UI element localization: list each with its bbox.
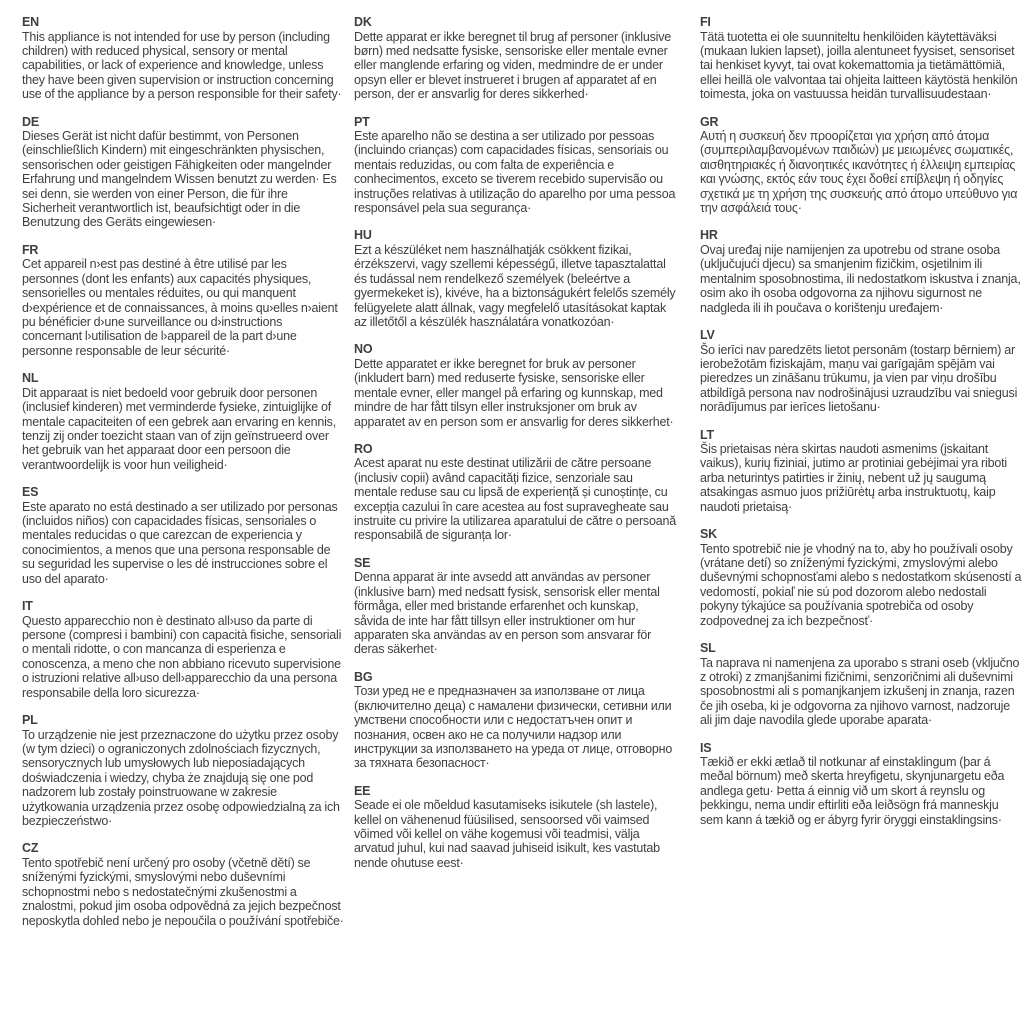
lang-code-heading: IS (700, 740, 712, 755)
lang-section-gr (700, 115, 1022, 216)
lang-code-heading: PL (22, 713, 38, 728)
lang-text-paragraph: Šis prietaisas nėra skirtas naudoti asmenims (įskaitant vaikus), kurių fiziniai, jutimo ar protiniai gebėjimai yra riboti arba neturintys patirties ir žinių, nebent už jų saugumą atsakingas asmuo juos prižiūrėtų arba instruktuotų, kaip naudoti prietaisą· (700, 442, 1007, 514)
lang-section-cz (22, 841, 344, 928)
lang-section-sk (700, 527, 1022, 628)
lang-section-lt (700, 428, 1022, 515)
lang-code-heading: NL (22, 371, 39, 386)
column-3 (700, 15, 1022, 941)
lang-text-paragraph: This appliance is not intended for use by person (including children) with reduced physical, sensory or mental capabilities, or lack of experience and knowledge, unless they have been given supervision or instruction concerning use of the appliance by a person responsible for their safety· (22, 29, 342, 102)
lang-section-ee (354, 784, 676, 871)
lang-text-paragraph: Dieses Gerät ist nicht dafür bestimmt, von Personen (einschließlich Kindern) mit eingeschränkten physischen, sensorischen oder geistigen Fähigkeiten oder mangelnder Erfahrung und mangelndem Wissen benutzt zu werden· Es sei denn, sie werden von einer Person, die für ihre Sicherheit verantwortlich ist, beaufsichtigt oder in die Benutzung des Geräts eingewiesen· (22, 129, 337, 230)
lang-text-paragraph: Šo ierīci nav paredzēts lietot personām (tostarp bērniem) ar ierobežotām fiziskajām, maņu vai garīgajām spējām vai pieredzes un zināšanu trūkumu, ja vien par viņu drošību atbildīgā persona nav nodrošinājusi uzraudzību vai sniegusi norādījumus par ierīces lietošanu· (700, 342, 1018, 415)
lang-code-heading: SE (354, 555, 371, 570)
lang-section-bg (354, 670, 676, 771)
lang-code-heading: SK (700, 527, 717, 542)
lang-code-heading: FR (22, 242, 39, 257)
lang-text-paragraph: Ovaj uređaj nije namijenjen za upotrebu od strane osoba (uključujući djecu) sa smanjenim fizičkim, osjetilnim ili mentalnim sposobnostima, ili nedostatkom iskustva i znanja, osim ako ih osoba odgovorna za njihovu sigurnost ne nadgleda ili ih poučava o korištenju uređajem· (700, 242, 1021, 315)
lang-section-fr (22, 243, 344, 358)
lang-section-hr (700, 228, 1022, 315)
lang-section-se (354, 556, 676, 657)
lang-text-paragraph: Dette apparatet er ikke beregnet for bruk av personer (inkludert barn) med reduserte fysiske, sensoriske eller mentale evner, eller mangel på erfaring og kunnskap, med mindre de har fått tilsyn eller instruksjoner om bruk av apparatet av en person som er ansvarlig for deres sikkerhet· (354, 356, 674, 429)
lang-section-ro (354, 442, 676, 543)
lang-text-paragraph: Este aparelho não se destina a ser utilizado por pessoas (incluindo crianças) com capacidades físicas, sensoriais ou mentais reduzidas, ou com falta de experiência e conhecimentos, exceto se tiverem recebido supervisão ou instruções relativas à utilização do aparelho por uma pessoa responsável pela sua segurança· (354, 129, 676, 216)
lang-section-sl (700, 641, 1022, 728)
lang-code-heading: RO (354, 441, 373, 456)
lang-text-paragraph: Seade ei ole mõeldud kasutamiseks isikutele (sh lastele), kellel on vähenenud füüsilised, sensoorsed või vaimsed võimed või kellel on vähe kogemusi või teadmisi, välja arvatud juhul, kui nad saavad juhiseid isikult, kes vastutab nende ohutuse eest· (354, 798, 660, 870)
lang-text-paragraph: Ezt a készüléket nem használhatják csökkent fizikai, érzékszervi, vagy szellemi képességű, illetve tapasztalattal és tudással nem rendelkező személyek (beleértve a gyermekeket is), kivéve, ha a biztonságukért felelős személy felügyelete alatt állnak, vagy megfelelő utasításokat kaptak az illetőtől a készülék használatára vonatkozóan· (354, 242, 676, 329)
lang-code-heading: BG (354, 669, 373, 684)
lang-code-heading: FI (700, 15, 711, 29)
lang-text-paragraph: Ta naprava ni namenjena za uporabo s strani oseb (vključno z otroki) z zmanjšanimi fizičnimi, senzoričnimi ali duševnimi sposobnostmi ali s pomanjkanjem izkušenj in znanja, razen če jih oseba, ki je odgovorna za njihovo varnost, nadzoruje ali jim daje navodila glede uporabe aparata· (700, 655, 1020, 728)
lang-section-fi (700, 15, 1022, 102)
lang-section-nl (22, 371, 344, 472)
lang-text-paragraph: Denna apparat är inte avsedd att användas av personer (inklusive barn) med nedsatt fysisk, sensorisk eller mental förmåga, eller med bristande erfarenhet och kunskap, såvida de inte har fått tillsyn eller instruktioner om hur apparaten ska användas av en person som ansvarar för deras säkerhet· (354, 570, 660, 657)
column-1 (22, 15, 344, 941)
lang-section-hu (354, 228, 676, 329)
lang-text-paragraph: To urządzenie nie jest przeznaczone do użytku przez osoby (w tym dzieci) o ograniczonych zdolnościach fizycznych, sensorycznych lub umysłowych lub nieposiadających doświadczenia i wiedzy, chyba że znajdują się one pod nadzorem lub zostały poinstruowane w zakresie użytkowania urządzenia przez osobę odpowiedzialną za ich bezpieczeństwo· (22, 727, 340, 828)
lang-text-paragraph: Este aparato no está destinado a ser utilizado por personas (incluidos niños) con capacidades físicas, sensoriales o mentales reducidas o que carezcan de experiencia y conocimientos, a menos que una persona responsable de su seguridad les supervise o les dé instrucciones sobre el uso del aparato· (22, 499, 338, 586)
lang-text-paragraph: Cet appareil n›est pas destiné à être utilisé par les personnes (dont les enfants) aux capacités physiques, sensorielles ou mentales réduites, ou qui manquent d›expérience et de connaissances, à moins qu›elles n›aient pu bénéficier d›une surveillance ou d›instructions concernant l›utilisation de l›appareil de la part d›une personne responsable de leur sécurité· (22, 257, 338, 358)
lang-code-heading: PT (354, 114, 370, 129)
lang-text-paragraph: Този уред не е предназначен за използване от лица (включително деца) с намалени физически, сетивни или умствени способности или с недостатъчен опит и познания, освен ако не са получили надзор или инструкции за използването на уреда от лице, отговорно за тяхната безопасност· (354, 684, 673, 771)
lang-code-heading: CZ (22, 841, 39, 856)
lang-section-en (22, 15, 344, 102)
lang-text-paragraph: Acest aparat nu este destinat utilizării de către persoane (inclusiv copii) având capacități fizice, senzoriale sau mentale reduse sau cu lipsă de experiență și cunoștințe, cu excepția cazului în care acestea au fost supravegheate sau instruite cu privire la utilizarea aparatului de către o persoană responsabilă de siguranța lor· (354, 456, 676, 543)
lang-text-paragraph: Tækið er ekki ætlað til notkunar af einstaklingum (þar á meðal börnum) með skerta hreyfigetu, skynjunargetu eða andlega getu· Þetta á einnig við um skort á reynslu og þekkingu, nema undir eftirliti eða leiðsögn frá manneskju sem kann á tækið og er ábyrg fyrir öryggi einstaklingsins· (700, 755, 1005, 827)
lang-section-pt (354, 115, 676, 216)
lang-section-is (700, 741, 1022, 828)
lang-text-paragraph: Tätä tuotetta ei ole suunniteltu henkilöiden käytettäväksi (mukaan lukien lapset), joilla alentuneet fyysiset, sensoriset tai henkiset kyvyt, tai ovat kokemattomia ja tietämättömiä, ellei heillä ole valvontaa tai ohjeita laitteen käytöstä henkilön toimesta, joka on vastuussa heidän turvallisuudestaan· (700, 29, 1018, 102)
lang-section-lv (700, 328, 1022, 415)
lang-code-heading: DE (22, 114, 39, 129)
lang-text-paragraph: Dette apparat er ikke beregnet til brug af personer (inklusive børn) med nedsatte fysiske, sensoriske eller mentale evner eller manglende erfaring og viden, medmindre de er under opsyn eller er blevet instrueret i brugen af apparatet af en person, der er ansvarlig for deres sikkerhed· (354, 29, 672, 102)
lang-code-heading: ES (22, 485, 39, 500)
lang-section-de (22, 115, 344, 230)
lang-code-heading: HU (354, 228, 372, 243)
lang-code-heading: DK (354, 15, 372, 29)
lang-section-it (22, 599, 344, 700)
lang-code-heading: LT (700, 427, 714, 442)
lang-section-pl (22, 713, 344, 828)
lang-code-heading: SL (700, 641, 716, 655)
lang-code-heading: GR (700, 114, 719, 129)
lang-code-heading: EE (354, 783, 371, 798)
lang-text-paragraph: Tento spotrebič nie je vhodný na to, aby ho používali osoby (vrátane detí) so zníženými fyzickými, zmyslovými alebo duševnými schopnosťami alebo s nedostatkom skúseností a vedomostí, pokiaľ nie sú pod dozorom alebo nedostali pokyny týkajúce sa používania spotrebiča od osoby zodpovednej za ich bezpečnosť· (700, 541, 1022, 628)
lang-text-paragraph: Questo apparecchio non è destinato all›uso da parte di persone (compresi i bambini) con capacità fisiche, sensoriali o mentali ridotte, o con mancanza di esperienza e conoscenza, a meno che non abbiano ricevuto supervisione o istruzioni relative all›uso dell›apparecchio da una persona responsabile della loro sicurezza· (22, 613, 342, 700)
column-2 (354, 15, 676, 941)
lang-section-es (22, 485, 344, 586)
lang-text-paragraph: Dit apparaat is niet bedoeld voor gebruik door personen (inclusief kinderen) met verminderde fysieke, zintuiglijke of mentale capaciteiten of een gebrek aan ervaring en kennis, tenzij zij onder toezicht staan van of zijn geïnstrueerd over het gebruik van het apparaat door een persoon die verantwoordelijk is voor hun veiligheid· (22, 385, 336, 472)
lang-text-paragraph: Αυτή η συσκευή δεν προορίζεται για χρήση από άτομα (συμπεριλαμβανομένων παιδιών) με μειωμένες σωματικές, αισθητηριακές ή διανοητικές ικανότητες ή έλλειψη εμπειρίας και γνώσης, εκτός εάν τους έχει δοθεί επίβλεψη ή οδηγίες σχετικά με τη χρήση της συσκευής από άτομο υπεύθυνο για την ασφάλειά τους· (700, 129, 1018, 216)
lang-code-heading: EN (22, 15, 39, 29)
lang-code-heading: HR (700, 228, 718, 243)
lang-section-no (354, 342, 676, 429)
lang-code-heading: NO (354, 342, 373, 357)
lang-section-dk (354, 15, 676, 102)
lang-text-paragraph: Tento spotřebič není určený pro osoby (včetně dětí) se sníženými fyzickými, smyslovými nebo duševními schopnostmi nebo s nedostatečnými zkušenostmi a znalostmi, pokud jim osoba odpovědná za jejich bezpečnost neposkytla dohled nebo je nepoučila o používání spotřebiče· (22, 855, 344, 928)
lang-code-heading: IT (22, 599, 33, 614)
lang-code-heading: LV (700, 328, 715, 342)
